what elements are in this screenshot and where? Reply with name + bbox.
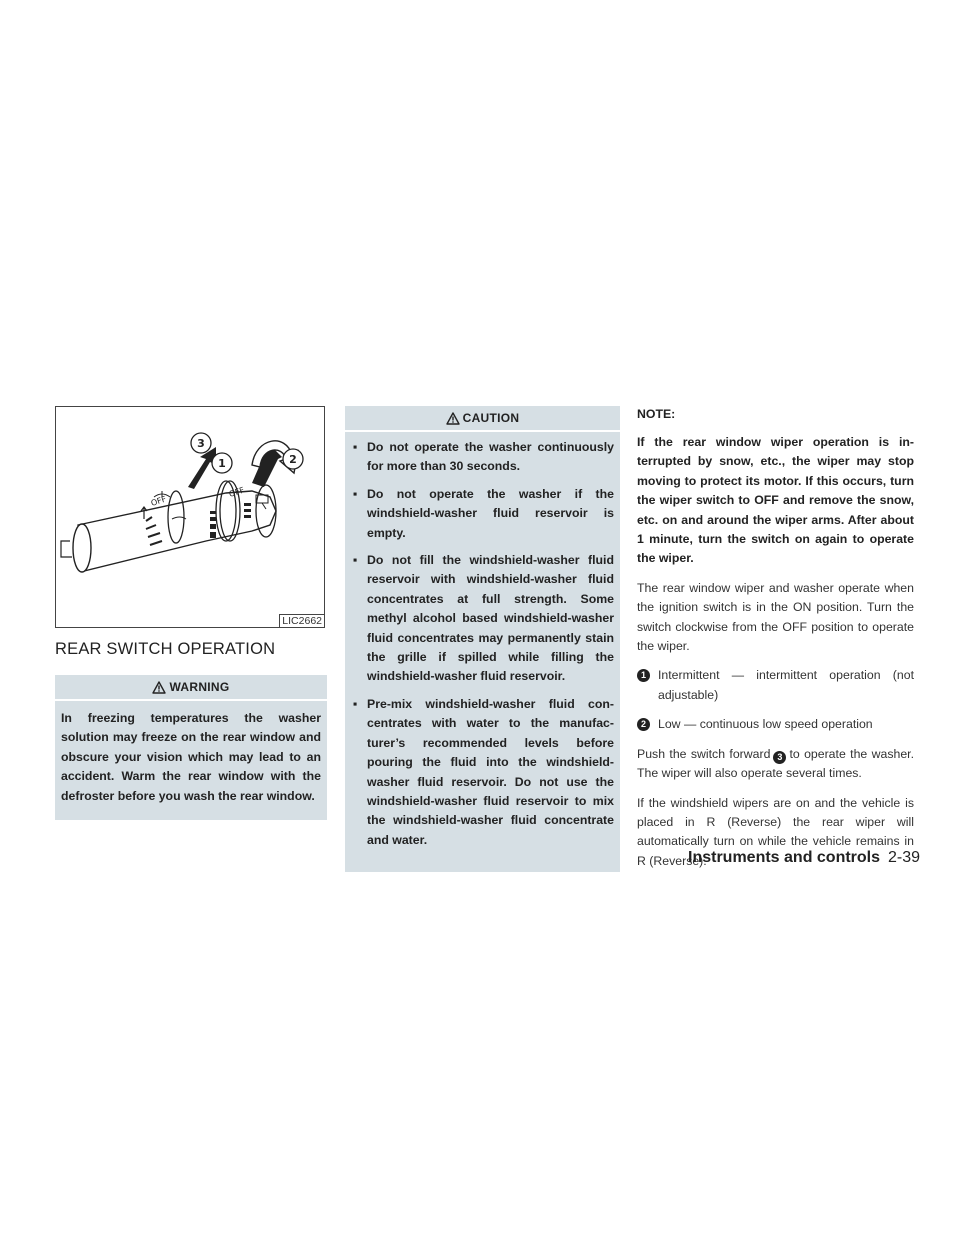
bullet-icon: ▪ — [353, 553, 358, 568]
warning-box — [55, 675, 327, 820]
caution-box — [345, 406, 620, 872]
bullet-icon: ▪ — [353, 486, 358, 501]
warning-title: WARNING — [169, 680, 230, 694]
number-2-icon: 2 — [637, 718, 650, 731]
page-footer — [688, 849, 920, 867]
caution-triangle-icon — [446, 412, 460, 425]
wiper-lever-drawing — [56, 407, 324, 627]
middle-column — [345, 406, 620, 872]
rear-wiper-intro: The rear window wiper and washer operate when the ignition switch is in the ON position. Turn the switch clockwise from the OFF position to operate the wiper. — [637, 580, 914, 654]
bullet-icon: ▪ — [353, 440, 358, 454]
caution-list — [345, 432, 620, 850]
warning-text: In freezing temperatures the washer solution may freeze on the rear window and obscure your vision which may lead to an accident. Warm the rear window with the defroster before you wash the rear window. — [61, 711, 321, 803]
number-3-icon: 3 — [773, 751, 786, 764]
left-column — [55, 406, 327, 820]
right-column — [637, 406, 914, 881]
figure-code: LIC2662 — [279, 614, 324, 627]
caution-item: ▪ Pre-mix windshield-washer fluid concentrates with water to the manufacturer’s recommended levels before pouring the fluid into the windshield-washer fluid reservoir. Do not use the windshield-washer fluid reservoir to mix the windshield-washer fluid concentrate and water. — [353, 696, 614, 847]
mode-item-text: Intermittent — intermittent operation (not adjustable) — [658, 668, 914, 702]
bullet-icon: ▪ — [353, 696, 358, 711]
callout-1: 1 — [218, 457, 226, 470]
reverse-paragraph: If the windshield wipers are on and the vehicle is placed in R (Reverse) the rear wiper will automatically turn on while the vehicle remains in R (Reverse). — [637, 795, 914, 868]
wiper-switch-illustration — [55, 406, 325, 628]
mode-item-1 — [637, 666, 914, 705]
page-number: 2-39 — [888, 849, 921, 866]
warning-triangle-icon — [152, 681, 166, 694]
caution-item: ▪ Do not operate the washer if the windshield-washer fluid reservoir is empty. — [353, 486, 614, 540]
washer-paragraph: Push the switch forward 3 to operate the washer. The wiper will also operate several times. — [637, 746, 915, 781]
mode-item-text: Low — continuous low speed operation — [658, 717, 873, 732]
note-label: NOTE: — [637, 407, 676, 421]
caution-item: ▪ Do not operate the washer continuously for more than 30 seconds. — [353, 440, 614, 474]
warning-header — [55, 675, 327, 701]
footer-section: Instruments and controls — [688, 849, 881, 866]
callout-2: 2 — [289, 453, 297, 466]
note-text: If the rear window wiper operation is interrupted by snow, etc., the wiper may stop moving to protect its motor. If this occurs, turn the wiper switch to OFF and remove the snow, etc. on and around the wiper arms. After about 1 minute, turn the switch on again to operate the wiper. — [637, 435, 914, 566]
off-label-front: OFF — [149, 494, 168, 508]
number-1-icon: 1 — [637, 669, 650, 682]
caution-header — [345, 406, 620, 432]
off-label-rear: OFF — [227, 485, 246, 499]
mode-item-2 — [637, 715, 914, 734]
callout-3: 3 — [197, 437, 205, 450]
caution-title: CAUTION — [462, 411, 520, 425]
section-title: REAR SWITCH OPERATION — [55, 640, 276, 658]
caution-item: ▪ Do not fill the windshield-washer fluid reservoir with windshield-washer fluid concentrates at full strength. Some methyl alcohol based windshield-washer fluid concentrates may permanently stain the grille if spilled while filling the windshield-washer fluid reservoir. — [353, 553, 614, 684]
